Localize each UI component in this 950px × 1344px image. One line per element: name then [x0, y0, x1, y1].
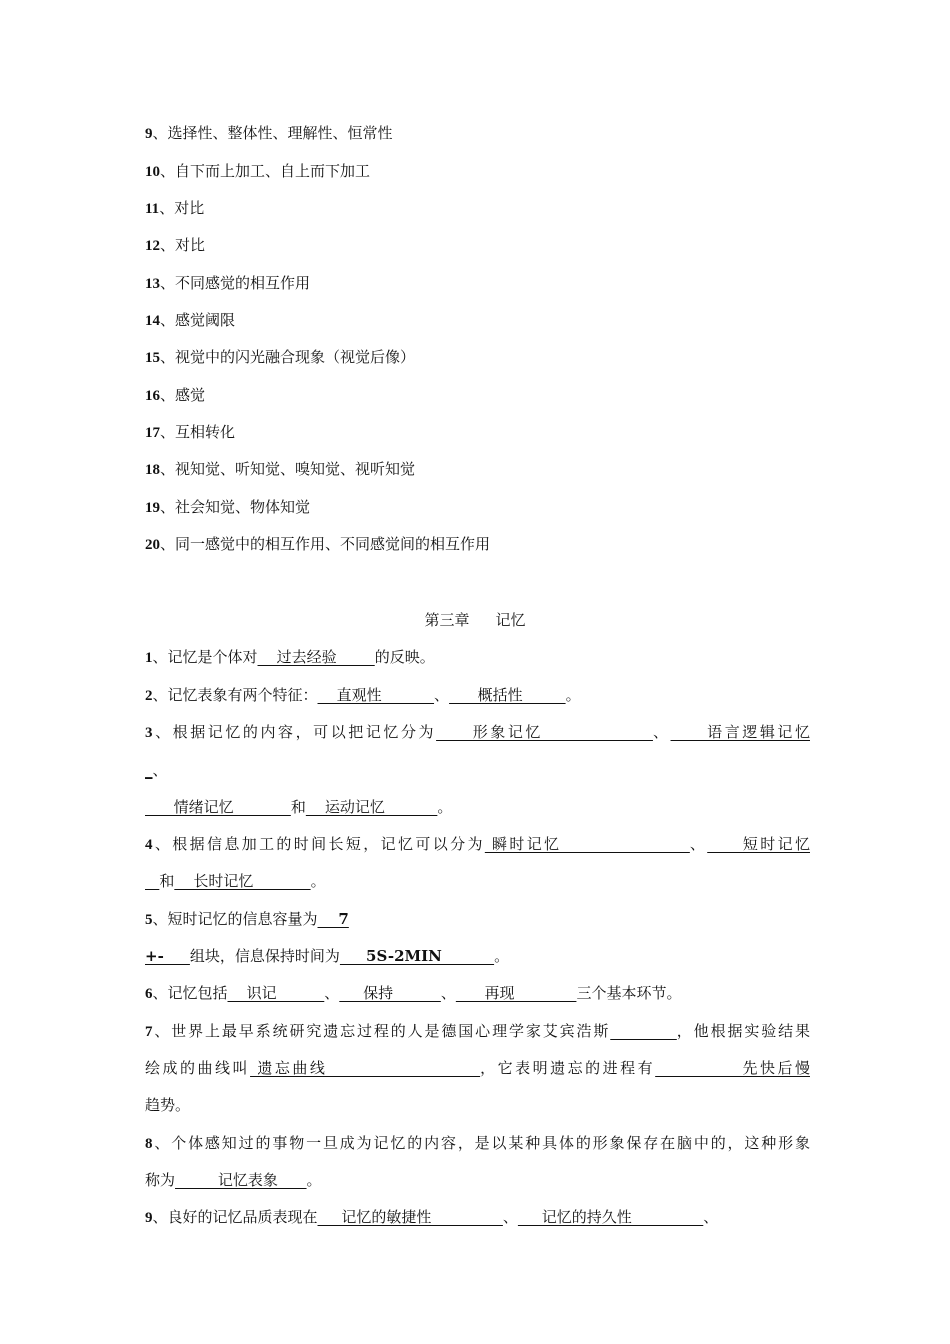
- question-8-continued: 称为 记忆表象 。: [145, 1171, 322, 1189]
- answer-blank: 5S-2MIN: [339, 947, 495, 965]
- answer-blank: 瞬时记忆: [484, 835, 690, 853]
- answer-blank: 运动记忆: [305, 798, 438, 816]
- question-4: 4、根据信息加工的时间长短，记忆可以分为 瞬时记忆 、 短时记忆: [145, 835, 810, 853]
- question-7-continued: 趋势。: [145, 1096, 191, 1114]
- answer-item: 10、自下而上加工、自上而下加工: [145, 162, 371, 180]
- answer-blank: 长时记忆: [174, 872, 311, 890]
- answer-blank: 7: [317, 910, 349, 928]
- answer-item: 15、视觉中的闪光融合现象（视觉后像）: [145, 348, 416, 366]
- answer-blank: 先快后慢: [655, 1059, 810, 1077]
- answer-item: 20、同一感觉中的相互作用、不同感觉间的相互作用: [145, 535, 491, 553]
- question-5-continued: +- 组块，信息保持时间为 5S-2MIN 。: [145, 947, 510, 965]
- question-4-continued: 和 长时记忆 。: [159, 872, 326, 890]
- answer-item: 13、不同感觉的相互作用: [145, 274, 311, 292]
- answer-blank: 短时记忆: [707, 835, 810, 853]
- answer-blank: 保持: [339, 984, 441, 1002]
- answer-blank: 记忆表象: [175, 1171, 307, 1189]
- answer-blank: 记忆的敏捷性: [317, 1208, 503, 1226]
- question-3-continued: _、: [145, 761, 168, 779]
- question-3: 3、根据记忆的内容，可以把记忆分为 形象记忆 、 语言逻辑记忆: [145, 723, 810, 741]
- answer-item: 12、对比: [145, 236, 206, 254]
- answer-blank: [610, 1022, 677, 1040]
- question-5: 5、短时记忆的信息容量为 7: [145, 910, 349, 928]
- answer-item: 19、社会知觉、物体知觉: [145, 498, 311, 516]
- chapter-heading: 第三章 记忆: [424, 611, 526, 629]
- answer-item: 16、感觉: [145, 386, 206, 404]
- question-9: 9、良好的记忆品质表现在 记忆的敏捷性 、 记忆的持久性 、: [145, 1208, 719, 1226]
- question-8: 8、个体感知过的事物一旦成为记忆的内容，是以某种具体的形象保存在脑中的，这种形象: [145, 1134, 810, 1152]
- answer-blank: 语言逻辑记忆: [670, 723, 810, 741]
- answer-item: 11、对比: [145, 199, 205, 217]
- answer-blank: 识记: [227, 984, 325, 1002]
- answer-blank: 遗忘曲线: [250, 1059, 481, 1077]
- answer-item: 18、视知觉、听知觉、嗅知觉、视听知觉: [145, 460, 416, 478]
- question-1: 1、记忆是个体对 过去经验 的反映。: [145, 648, 435, 666]
- answer-blank: 形象记忆: [436, 723, 653, 741]
- question-2: 2、记忆表象有两个特征： 直观性 、 概括性 。: [145, 686, 581, 704]
- answer-blank: 直观性: [317, 686, 435, 704]
- answer-item: 14、感觉阈限: [145, 311, 236, 329]
- answer-blank: 再现: [455, 984, 577, 1002]
- question-6: 6、记忆包括 识记 、 保持 、 再现 三个基本环节。: [145, 984, 682, 1002]
- question-7-continued: 绘成的曲线叫 遗忘曲线 ，它表明遗忘的进程有 先快后慢: [145, 1059, 810, 1077]
- answer-blank: 概括性: [449, 686, 566, 704]
- question-7: 7、世界上最早系统研究遗忘过程的人是德国心理学家艾宾浩斯 ，他根据实验结果: [145, 1022, 810, 1040]
- answer-blank: 情绪记忆: [145, 798, 291, 816]
- answer-blank: 过去经验: [257, 648, 375, 666]
- answer-item: 17、互相转化: [145, 423, 236, 441]
- answer-item: 9、选择性、整体性、理解性、恒常性: [145, 124, 393, 142]
- answer-blank: 记忆的持久性: [517, 1208, 704, 1226]
- question-3-continued: 情绪记忆 和 运动记忆 。: [145, 798, 453, 816]
